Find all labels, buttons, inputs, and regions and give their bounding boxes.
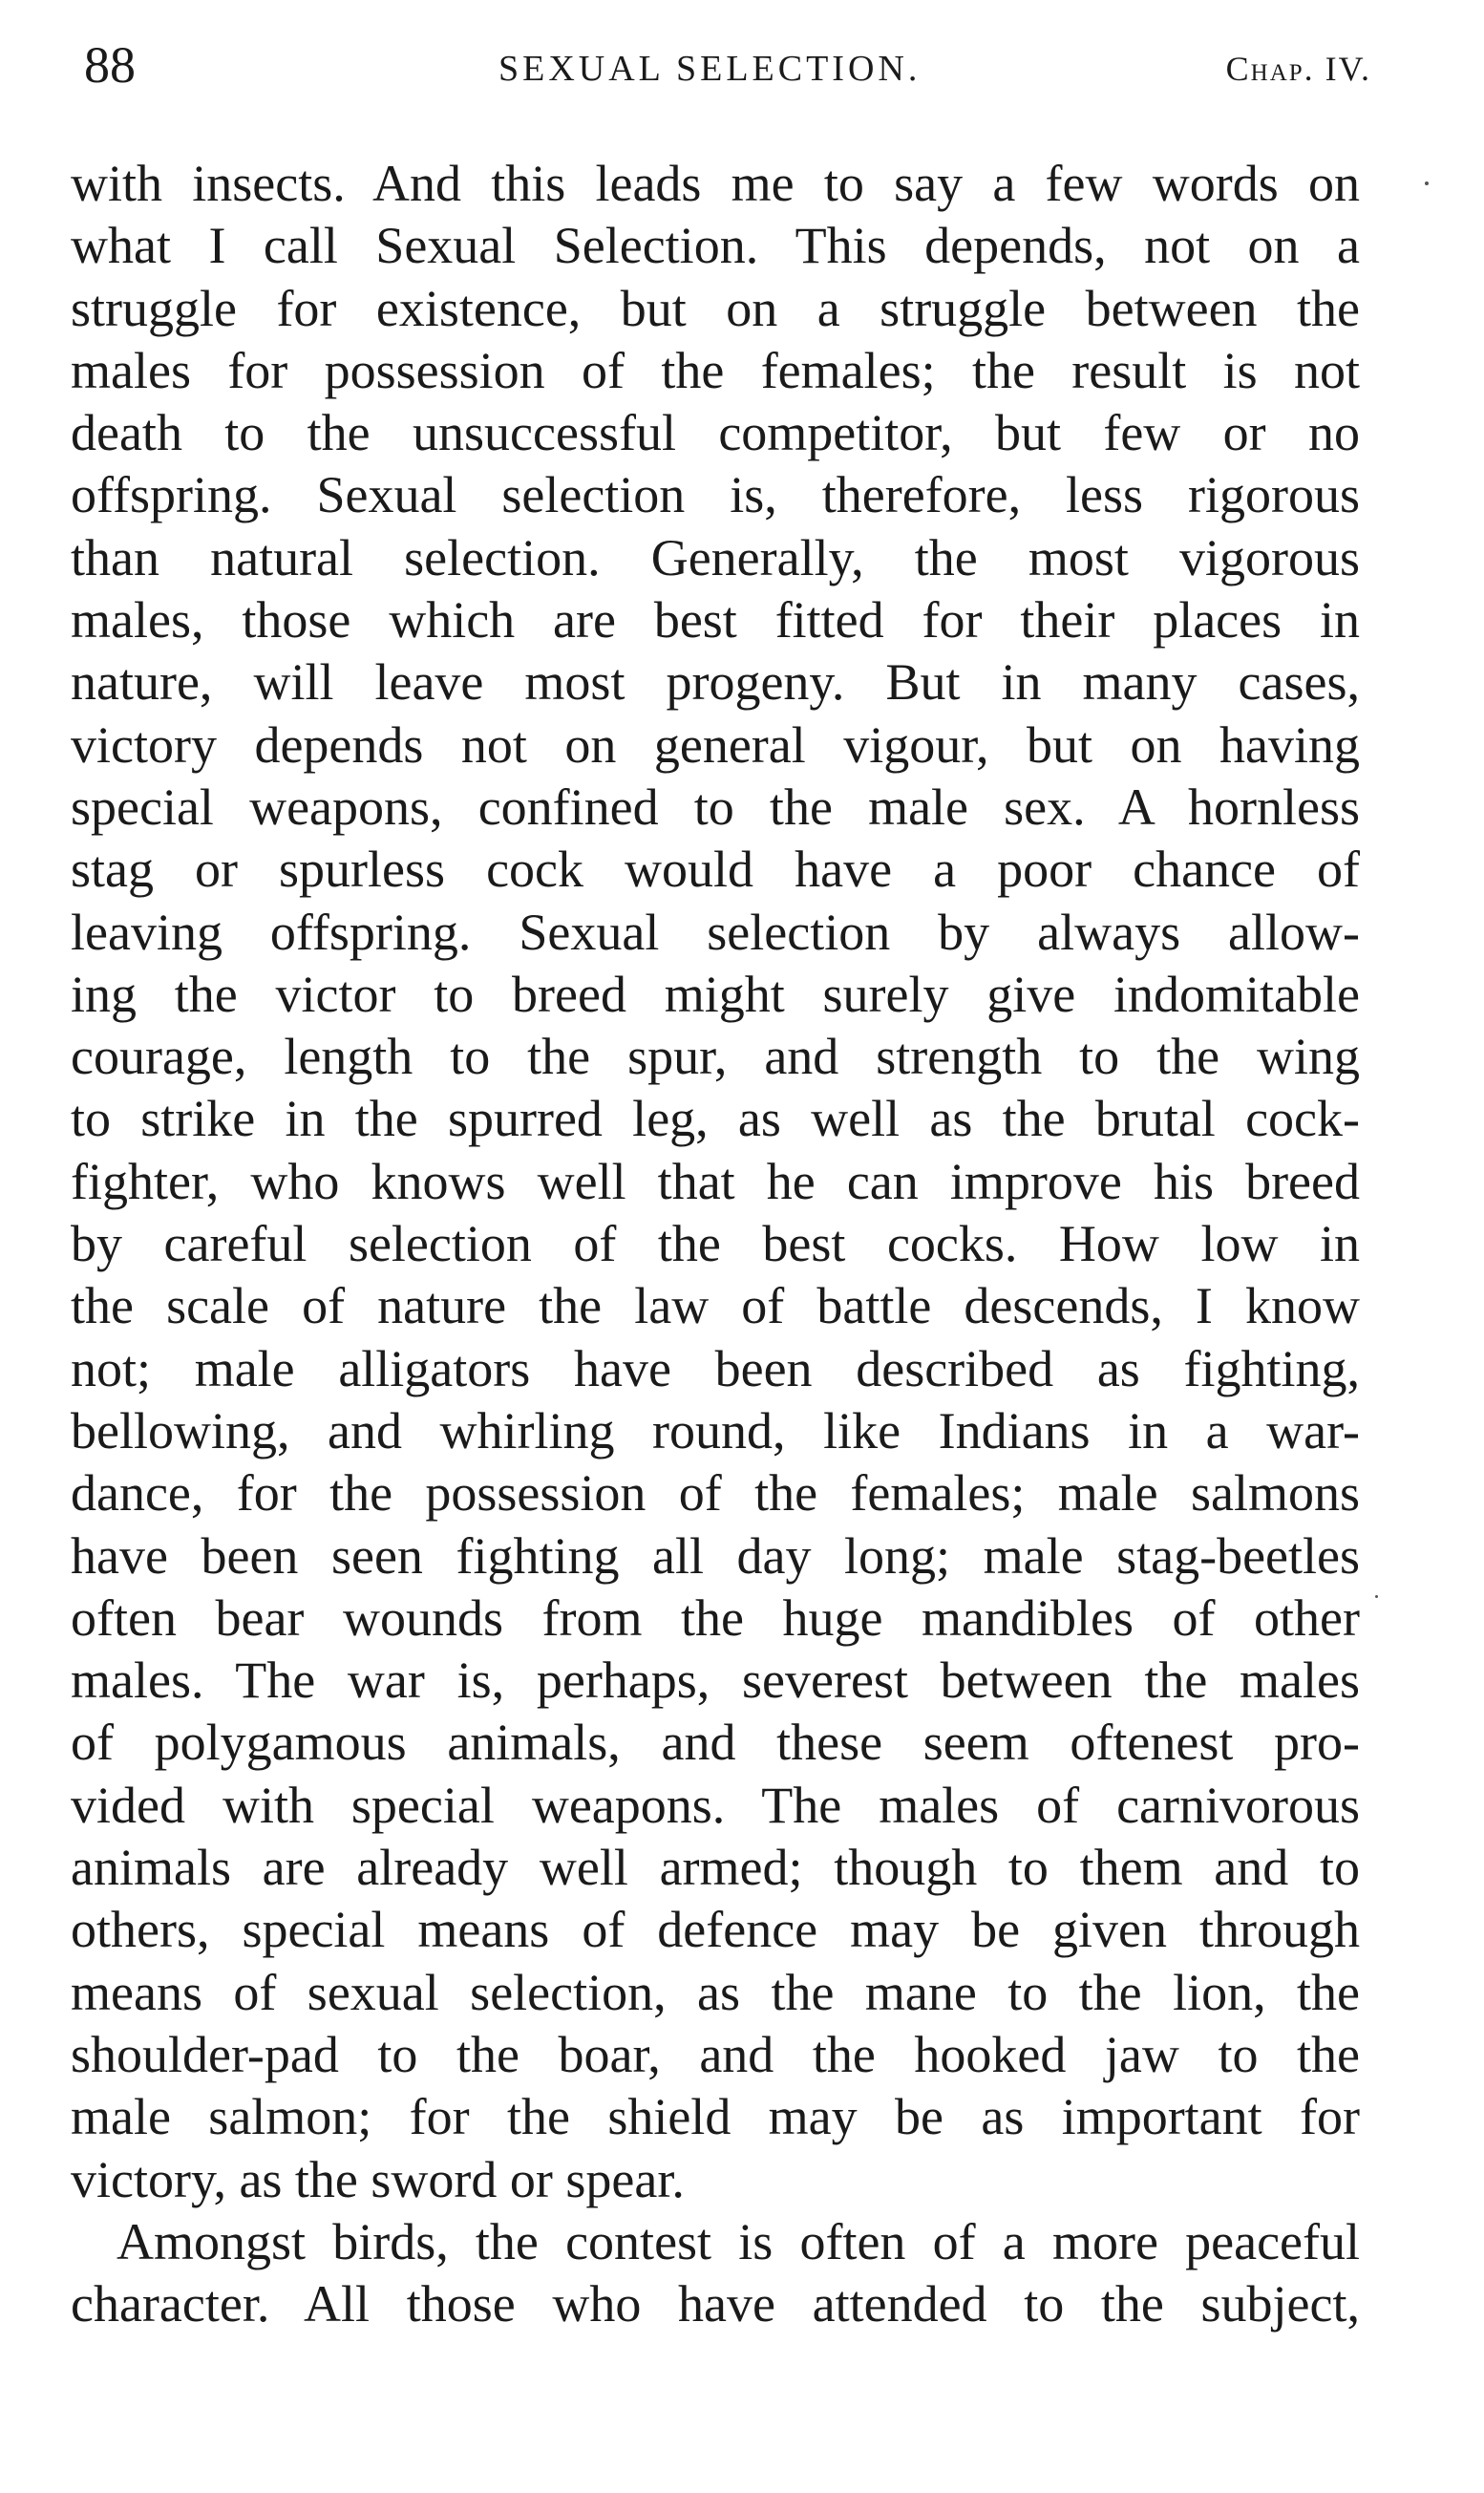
- text-line: with insects. And this leads me to say a few words on: [71, 155, 1360, 212]
- text-line: males. The war is, perhaps, severest between the males: [71, 1651, 1360, 1710]
- paper-speck: [1425, 181, 1429, 185]
- text-line: animals are already well armed; though to them and to: [71, 1839, 1360, 1897]
- text-line: to strike in the spurred leg, as well as the brutal cock-: [71, 1090, 1360, 1148]
- text-line: struggle for existence, but on a struggle between the: [71, 279, 1360, 337]
- body-text: [71, 153, 1360, 2335]
- paper-speck: [1375, 1595, 1378, 1598]
- text-line: offspring. Sexual selection is, therefore, less rigorous: [71, 466, 1360, 524]
- running-title: SEXUAL SELECTION.: [498, 49, 922, 89]
- text-line: what I call Sexual Selection. This depends, not on a: [71, 217, 1360, 275]
- text-line: of polygamous animals, and these seem oftenest pro-: [71, 1714, 1360, 1772]
- text-line: ing the victor to breed might surely give indomitable: [71, 965, 1360, 1023]
- text-line: courage, length to the spur, and strength to the wing: [71, 1028, 1360, 1086]
- text-line: bellowing, and whirling round, like Indians in a war-: [71, 1401, 1360, 1460]
- text-line: death to the unsuccessful competitor, but few or no: [71, 404, 1360, 462]
- text-line: vided with special weapons. The males of carnivorous: [71, 1776, 1360, 1834]
- text-line: leaving offspring. Sexual selection by always allow-: [71, 903, 1360, 961]
- text-line: others, special means of defence may be given through: [71, 1901, 1360, 1959]
- text-line: males, those which are best fitted for their places in: [71, 591, 1360, 650]
- text-line: shoulder-pad to the boar, and the hooked jaw to the: [71, 2025, 1360, 2083]
- text-line: nature, will leave most progeny. But in many cases,: [71, 653, 1360, 712]
- text-line: means of sexual selection, as the mane to the lion, the: [71, 1963, 1360, 2021]
- text-line: often bear wounds from the huge mandibles of other: [71, 1588, 1360, 1647]
- text-line: males for possession of the females; the result is not: [71, 341, 1360, 399]
- text-line: dance, for the possession of the females; male salmons: [71, 1464, 1360, 1523]
- page-header: [78, 36, 1371, 94]
- text-line: than natural selection. Generally, the most vigorous: [71, 528, 1360, 586]
- text-line: male salmon; for the shield may be as important for: [71, 2088, 1360, 2146]
- paragraph-end-line: victory, as the sword or spear.: [71, 2150, 685, 2208]
- page-number: 88: [84, 36, 136, 94]
- text-line: fighter, who knows well that he can improve his breed: [71, 1152, 1360, 1210]
- text-line: not; male alligators have been described as fighting,: [71, 1339, 1360, 1397]
- chapter-reference-text: Chap. IV.: [1225, 50, 1371, 88]
- text-line: stag or spurless cock would have a poor chance of: [71, 841, 1360, 899]
- text-line: by careful selection of the best cocks. How low in: [71, 1215, 1360, 1273]
- text-line: have been seen fighting all day long; male stag-beetles: [71, 1526, 1360, 1585]
- text-line: the scale of nature the law of battle descends, I know: [71, 1277, 1360, 1335]
- text-line: special weapons, confined to the male sex. A hornless: [71, 778, 1360, 836]
- paragraph-start-line: Amongst birds, the contest is often of a more peaceful: [117, 2212, 1360, 2270]
- text-line: character. All those who have attended to the subject,: [71, 2275, 1360, 2333]
- chapter-reference: [1226, 42, 1371, 96]
- text-line: victory depends not on general vigour, but on having: [71, 715, 1360, 774]
